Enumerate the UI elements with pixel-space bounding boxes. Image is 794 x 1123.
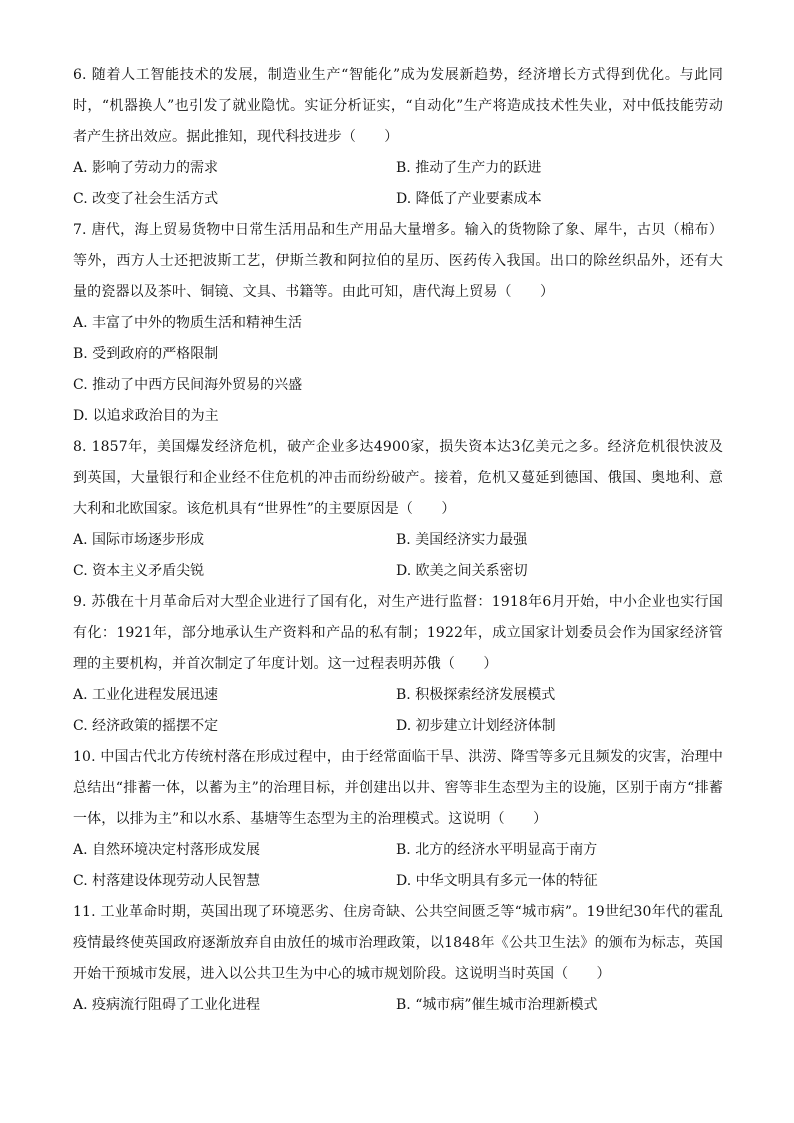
options bbox=[73, 153, 723, 215]
question-stem: 6. 随着人工智能技术的发展，制造业生产“智能化”成为发展新趋势，经济增长方式得到优化。与此同时，“机器换人”也引发了就业隐忧。实证分析证实，“自动化”生产将造成技术性失业，对中低技能劳动者产生挤出效应。据此推知，现代科技进步（ ） bbox=[73, 67, 723, 145]
option-a[interactable]: A. 自然环境决定村落形成发展 bbox=[73, 842, 261, 858]
question-11 bbox=[73, 897, 723, 1021]
option-c[interactable]: C. 改变了社会生活方式 bbox=[73, 191, 219, 207]
option-d[interactable]: D. 中华文明具有多元一体的特征 bbox=[396, 873, 598, 889]
option-b[interactable]: B. 美国经济实力最强 bbox=[396, 532, 528, 548]
question-stem: 11. 工业革命时期，英国出现了环境恶劣、住房奇缺、公共空间匮乏等“城市病”。19世纪30年代的霍乱疫情最终使英国政府逐渐放弃自由放任的城市治理政策，以1848年《公共卫生法》的颁布为标志，英国开始干预城市发展，进入以公共卫生为中心的城市规划阶段。这说明当时英国（ ） bbox=[73, 904, 723, 982]
question-8 bbox=[73, 432, 723, 587]
option-b[interactable]: B. 积极探索经济发展模式 bbox=[396, 687, 556, 703]
question-9 bbox=[73, 587, 723, 742]
option-a[interactable]: A. 疫病流行阻碍了工业化进程 bbox=[73, 997, 261, 1013]
option-c[interactable]: C. 村落建设体现劳动人民智慧 bbox=[73, 873, 261, 889]
options bbox=[73, 308, 723, 432]
option-a[interactable]: A. 工业化进程发展迅速 bbox=[73, 687, 219, 703]
option-c[interactable]: C. 经济政策的摇摆不定 bbox=[73, 718, 219, 734]
option-a[interactable]: A. 国际市场逐步形成 bbox=[73, 532, 205, 548]
option-c[interactable]: C. 推动了中西方民间海外贸易的兴盛 bbox=[73, 377, 303, 393]
option-c[interactable]: C. 资本主义矛盾尖锐 bbox=[73, 563, 205, 579]
option-a[interactable]: A. 丰富了中外的物质生活和精神生活 bbox=[73, 315, 303, 331]
options bbox=[73, 680, 723, 742]
question-stem: 7. 唐代，海上贸易货物中日常生活用品和生产用品大量增多。输入的货物除了象、犀牛，古贝（棉布）等外，西方人士还把波斯工艺，伊斯兰教和阿拉伯的星历、医药传入我国。出口的除丝织品外，还有大量的瓷器以及茶叶、铜镜、文具、书籍等。由此可知，唐代海上贸易（ ） bbox=[73, 222, 723, 300]
option-d[interactable]: D. 以追求政治目的为主 bbox=[73, 408, 219, 424]
option-b[interactable]: B. “城市病”催生城市治理新模式 bbox=[396, 997, 598, 1013]
question-stem: 10. 中国古代北方传统村落在形成过程中，由于经常面临干旱、洪涝、降雪等多元且频发的灾害，治理中总结出“排蓄一体，以蓄为主”的治理目标，并创建出以井、窖等非生态型为主的设施，区别于南方“排蓄一体，以排为主”和以水系、基塘等生态型为主的治理模式。这说明（ ） bbox=[73, 749, 723, 827]
options bbox=[73, 525, 723, 587]
option-b[interactable]: B. 受到政府的严格限制 bbox=[73, 346, 219, 362]
option-b[interactable]: B. 推动了生产力的跃进 bbox=[396, 160, 542, 176]
question-7 bbox=[73, 215, 723, 432]
option-d[interactable]: D. 欧美之间关系密切 bbox=[396, 563, 528, 579]
question-stem: 9. 苏俄在十月革命后对大型企业进行了国有化，对生产进行监督：1918年6月开始，中小企业也实行国有化：1921年，部分地承认生产资料和产品的私有制；1922年，成立国家计划委员会作为国家经济管理的主要机构，并首次制定了年度计划。这一过程表明苏俄（ ） bbox=[73, 594, 723, 672]
options bbox=[73, 990, 723, 1021]
question-10 bbox=[73, 742, 723, 897]
option-d[interactable]: D. 降低了产业要素成本 bbox=[396, 191, 542, 207]
exam-page bbox=[73, 60, 723, 1021]
option-a[interactable]: A. 影响了劳动力的需求 bbox=[73, 160, 219, 176]
question-6 bbox=[73, 60, 723, 215]
option-d[interactable]: D. 初步建立计划经济体制 bbox=[396, 718, 556, 734]
options bbox=[73, 835, 723, 897]
option-b[interactable]: B. 北方的经济水平明显高于南方 bbox=[396, 842, 598, 858]
question-stem: 8. 1857年，美国爆发经济危机，破产企业多达4900家，损失资本达3亿美元之多。经济危机很快波及到英国，大量银行和企业经不住危机的冲击而纷纷破产。接着，危机又蔓延到德国、俄国、奥地利、意大利和北欧国家。该危机具有“世界性”的主要原因是（ ） bbox=[73, 439, 723, 517]
